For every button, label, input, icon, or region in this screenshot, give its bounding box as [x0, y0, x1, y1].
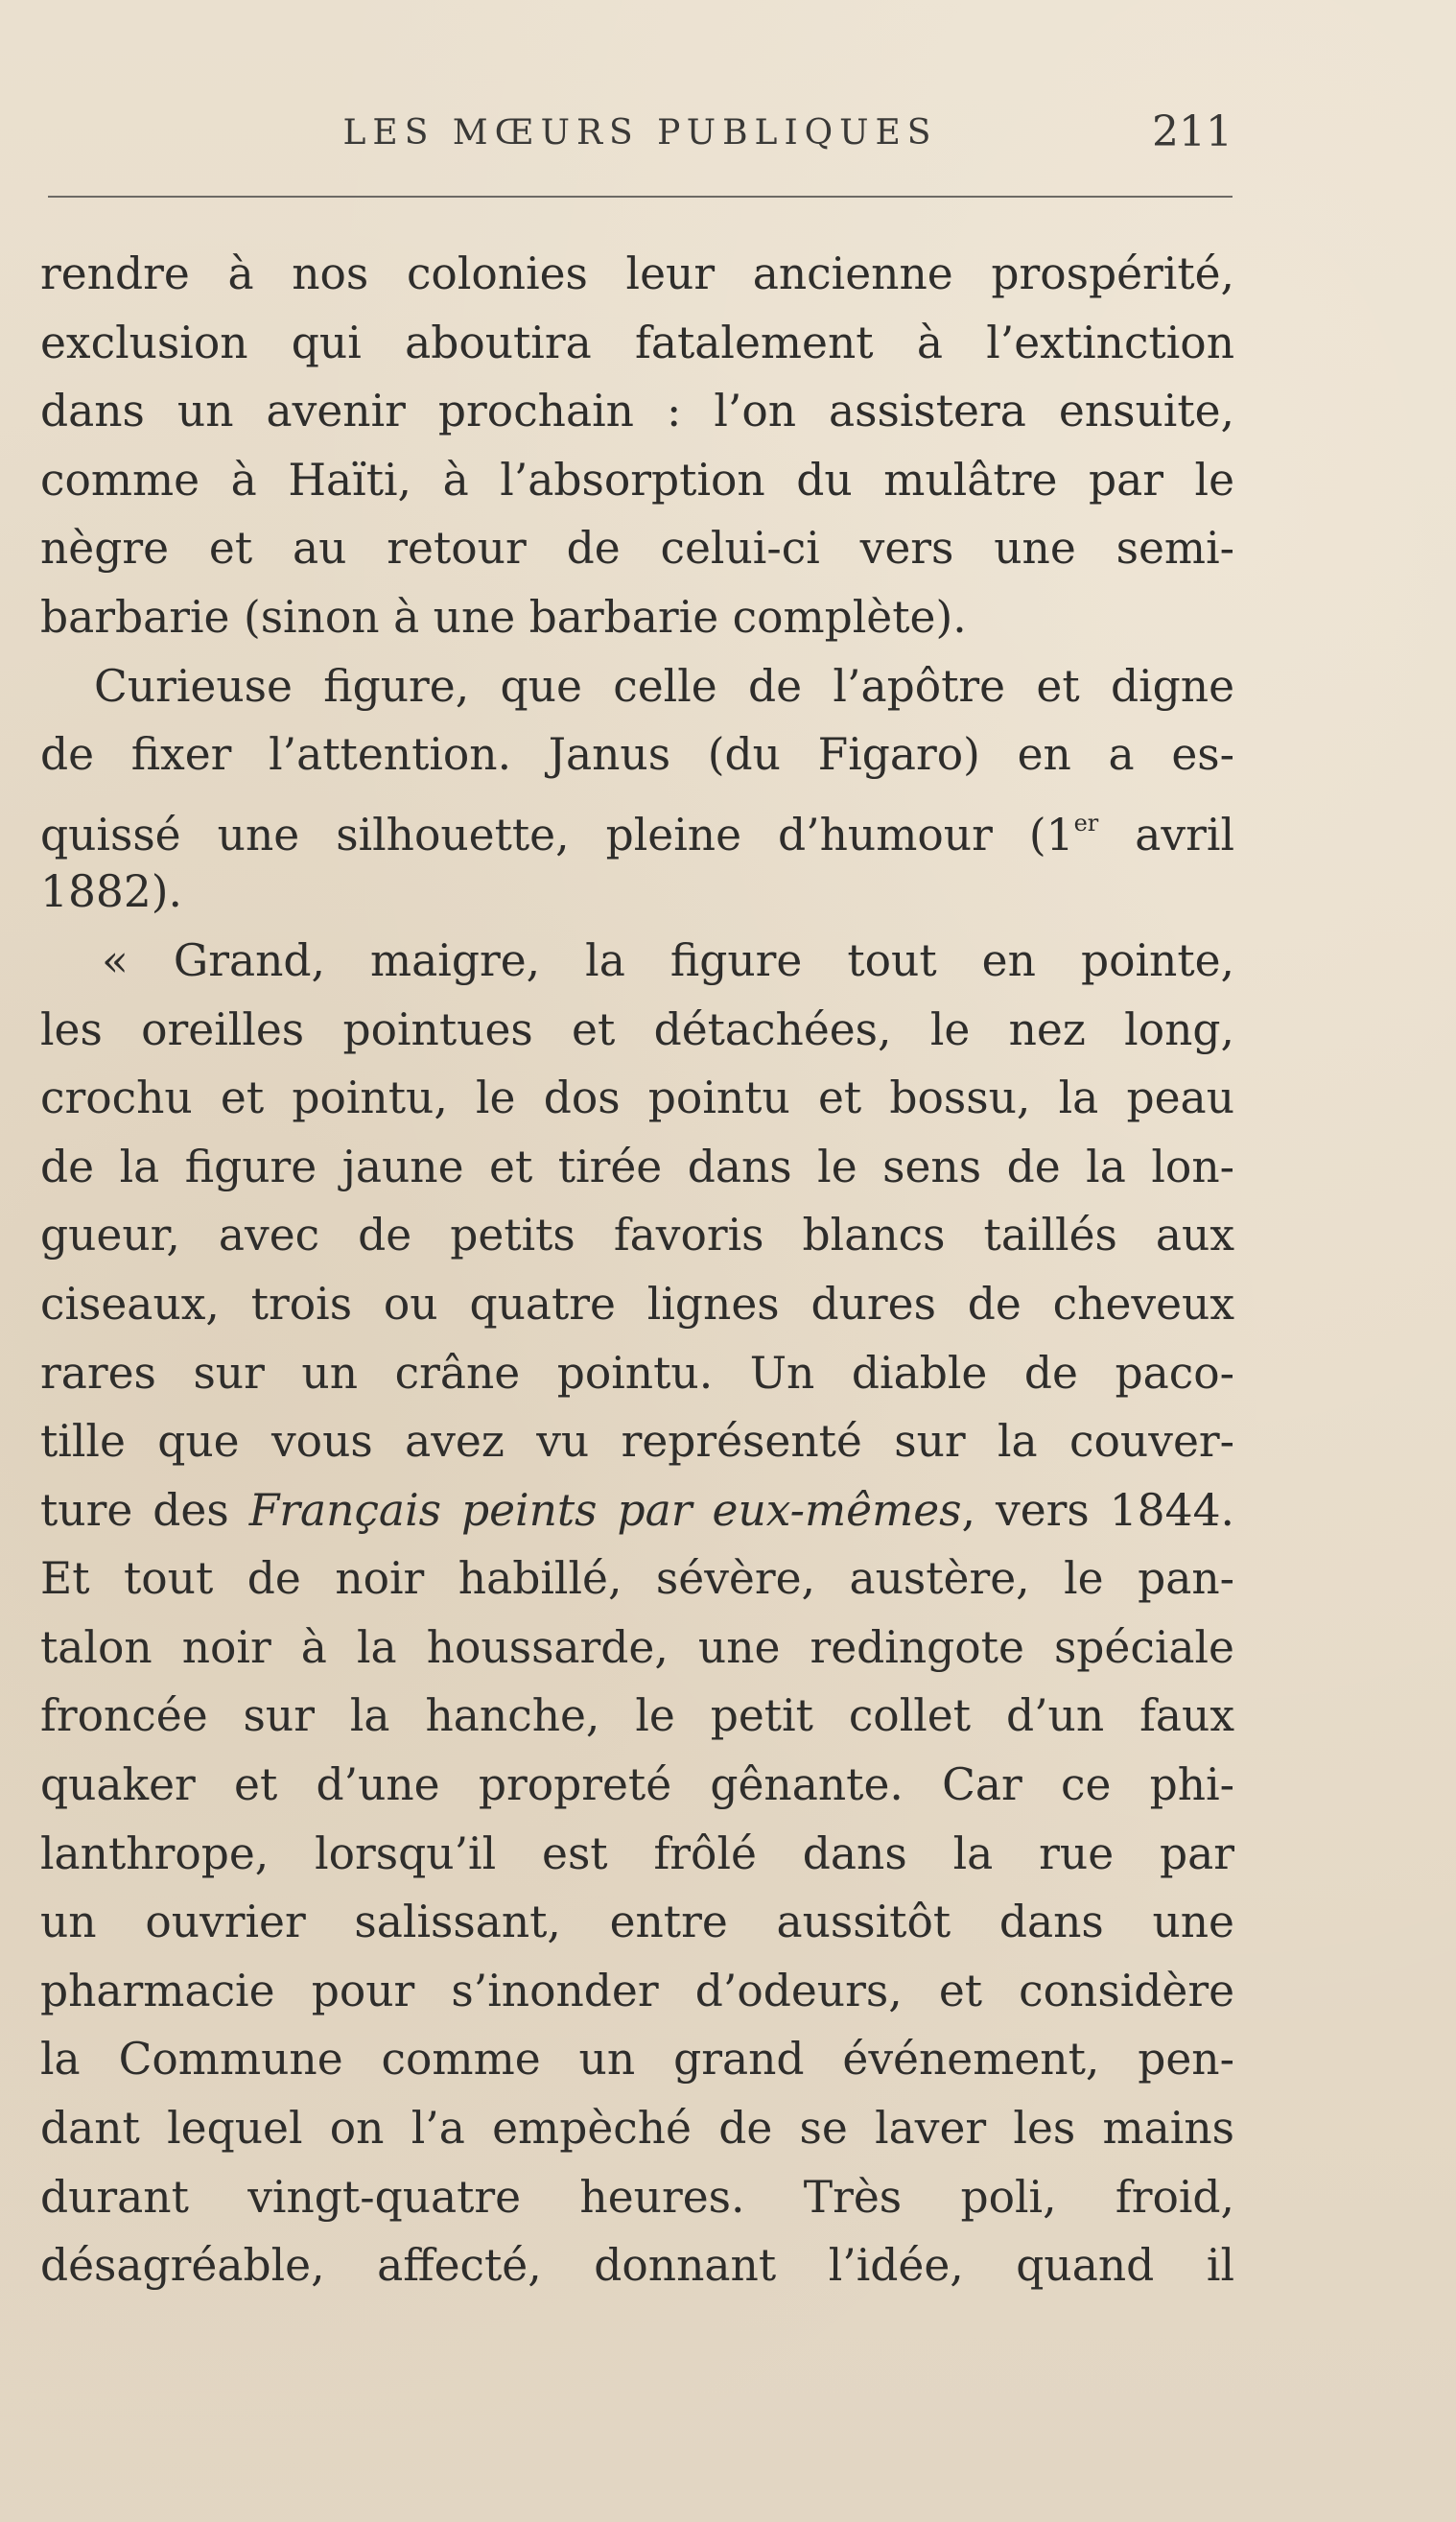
text-line	[40, 1476, 1234, 1545]
text-line: quaker et d’une propreté gênante. Car ce phi-	[40, 1759, 1234, 1811]
text-line: tille que vous avez vu représenté sur la couver-	[40, 1416, 1234, 1468]
text-line: gueur, avec de petits favoris blancs taillés aux	[40, 1210, 1234, 1261]
text-line	[40, 790, 1234, 859]
text-line: Et tout de noir habillé, sévère, austère, le pan-	[40, 1553, 1234, 1605]
text-line: rendre à nos colonies leur ancienne prospérité,	[40, 248, 1234, 299]
text-line: la Commune comme un grand événement, pen-	[40, 2034, 1234, 2086]
text-fragment: quissé une silhouette, pleine d’humour (1	[40, 809, 1074, 860]
text-line: talon noir à la houssarde, une redingote spéciale	[40, 1621, 1234, 1673]
text-line: ciseaux, trois ou quatre lignes dures de cheveux	[40, 1278, 1234, 1330]
text-line: barbarie (sinon à une barbarie complète).	[40, 591, 967, 643]
text-line: froncée sur la hanche, le petit collet d’un faux	[40, 1690, 1234, 1742]
text-line: désagréable, affecté, donnant l’idée, quand il	[40, 2240, 1234, 2292]
text-line: Curieuse figure, que celle de l’apôtre et digne	[94, 660, 1234, 712]
text-line: lanthrope, lorsqu’il est frôlé dans la rue par	[40, 1827, 1234, 1879]
page-number: 211	[1152, 107, 1233, 156]
text-line: pharmacie pour s’inonder d’odeurs, et considère	[40, 1965, 1234, 2016]
text-line: un ouvrier salissant, entre aussitôt dans une	[40, 1897, 1234, 1948]
text-line: crochu et pointu, le dos pointu et bossu, la peau	[40, 1072, 1234, 1124]
text-line: rares sur un crâne pointu. Un diable de paco-	[40, 1347, 1234, 1399]
text-fragment: , vers 1844.	[961, 1484, 1234, 1536]
body-text	[40, 240, 1234, 2300]
text-fragment: ture des	[40, 1484, 249, 1536]
text-line: 1882).	[40, 866, 183, 918]
text-line: exclusion qui aboutira fatalement à l’extinction	[40, 317, 1234, 368]
text-line: les oreilles pointues et détachées, le nez long,	[40, 1003, 1234, 1055]
text-line: comme à Haïti, à l’absorption du mulâtre par le	[40, 454, 1234, 506]
running-title: LES MŒURS PUBLIQUES	[342, 113, 938, 153]
header-rule	[48, 196, 1233, 198]
text-fragment: avril	[1098, 809, 1234, 860]
text-line: dans un avenir prochain : l’on assistera ensuite,	[40, 386, 1234, 437]
text-line: durant vingt-quatre heures. Très poli, froid,	[40, 2171, 1234, 2223]
superscript: er	[1073, 809, 1099, 837]
text-line: « Grand, maigre, la figure tout en pointe,	[102, 934, 1234, 986]
text-line: dant lequel on l’a empèché de se laver les mains	[40, 2103, 1234, 2155]
text-line: de la figure jaune et tirée dans le sens de la lon-	[40, 1141, 1234, 1192]
running-head	[48, 107, 1233, 180]
italic-title: Français peints par eux-mêmes	[248, 1484, 962, 1536]
text-line: nègre et au retour de celui-ci vers une semi-	[40, 523, 1234, 575]
text-line: de fixer l’attention. Janus (du Figaro) en a es-	[40, 729, 1234, 781]
